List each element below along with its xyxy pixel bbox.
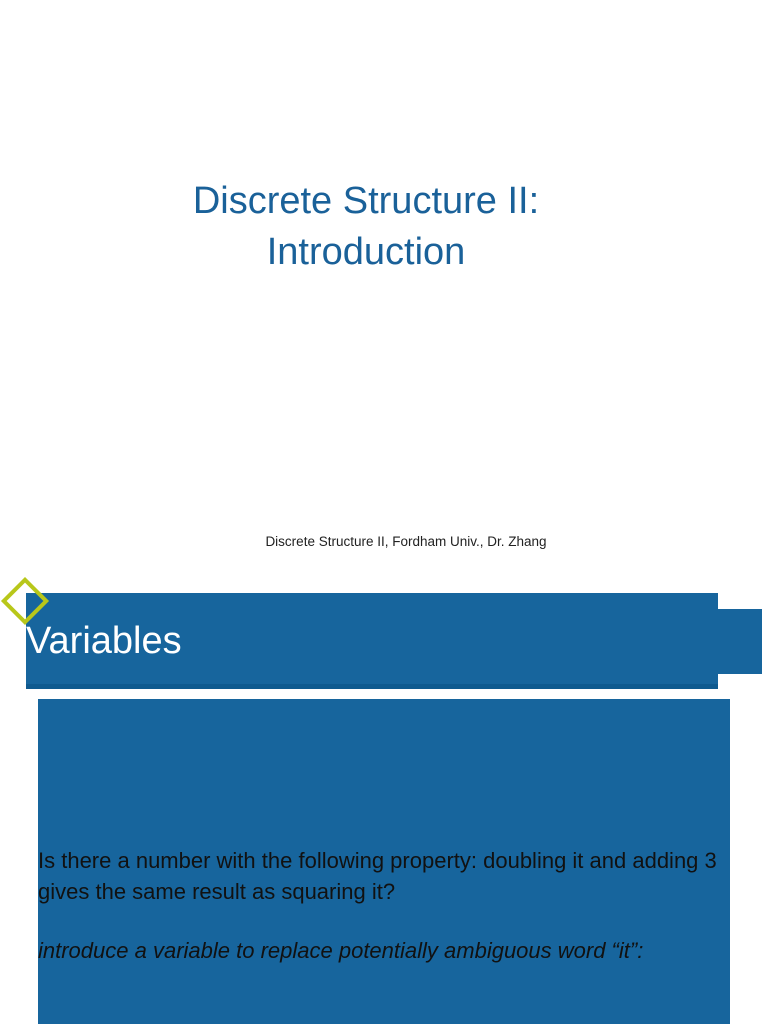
header-underline [26,684,718,689]
variables-slide [0,576,768,1024]
content-text [38,845,728,966]
instruction-text: introduce a variable to replace potentially ambiguous word “it”: [38,938,644,963]
header-side-block [718,609,762,674]
content-box [38,699,730,1024]
title-line-2: Introduction [266,231,466,273]
slide-heading: Variables [26,620,182,662]
slide-footer: Discrete Structure II, Fordham Univ., Dr. Zhang [265,534,547,549]
question-text: Is there a number with the following property: doubling it and adding 3 gives the same result as squaring it? [38,848,717,904]
title-line-1: Discrete Structure II: [192,180,540,222]
slide-title [84,176,648,278]
